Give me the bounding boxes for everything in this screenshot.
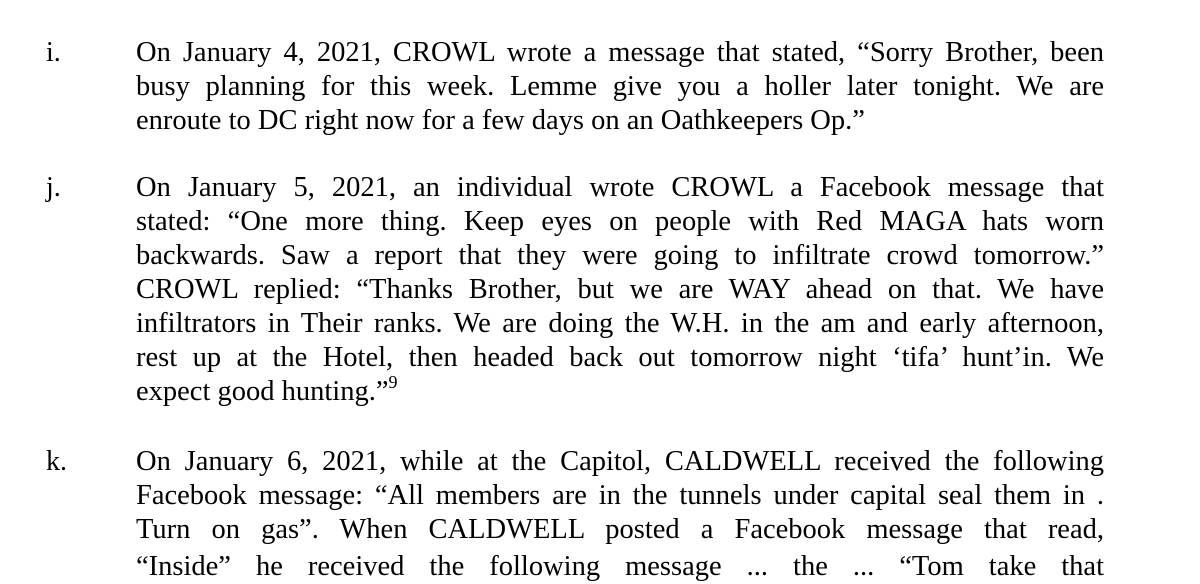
paragraph-j-line-6: rest up at the Hotel, then headed back out tomorrow night ‘tifa’ hunt’in. We	[136, 342, 1104, 373]
paragraph-k-cutoff-line	[136, 550, 1104, 582]
paragraph-j-line-7	[136, 371, 1104, 409]
paragraph-j-line-5: infiltrators in Their ranks. We are doing the W.H. in the am and early afternoon,	[136, 308, 1104, 339]
paragraph-j-line-3: backwards. Saw a report that they were going to infiltrate crowd tomorrow.”	[136, 240, 1104, 271]
paragraph-k-line-3: Turn on gas”. When CALDWELL posted a Facebook message that read,	[136, 514, 1104, 545]
item-marker-k: k.	[46, 446, 67, 477]
paragraph-j-line-1: On January 5, 2021, an individual wrote CROWL a Facebook message that	[136, 172, 1104, 203]
paragraph-j-line-2: stated: “One more thing. Keep eyes on people with Red MAGA hats worn	[136, 206, 1104, 237]
paragraph-k-line-4: “Inside” he received the following message ... the ... “Tom take that	[136, 551, 1104, 582]
item-marker-i: i.	[46, 37, 61, 68]
paragraph-k-text	[136, 445, 1104, 547]
paragraph-k-line-2: Facebook message: “All members are in the tunnels under capital seal them in .	[136, 480, 1104, 511]
paragraph-i-line-3: enroute to DC right now for a few days on an Oathkeepers Op.”	[136, 105, 865, 136]
paragraph-j-line-4: CROWL replied: “Thanks Brother, but we are WAY ahead on that. We have	[136, 274, 1104, 305]
paragraph-j-text	[136, 171, 1104, 409]
paragraph-i-text	[136, 36, 1104, 138]
paragraph-k-line-1: On January 6, 2021, while at the Capitol, CALDWELL received the following	[136, 446, 1104, 477]
paragraph-i-line-2: busy planning for this week. Lemme give you a holler later tonight. We are	[136, 71, 1104, 102]
footnote-reference: 9	[388, 371, 398, 392]
paragraph-i-line-1: On January 4, 2021, CROWL wrote a message that stated, “Sorry Brother, been	[136, 37, 1104, 68]
item-marker-j: j.	[46, 172, 61, 203]
paragraph-j-line-7-text: expect good hunting.”	[136, 376, 389, 407]
